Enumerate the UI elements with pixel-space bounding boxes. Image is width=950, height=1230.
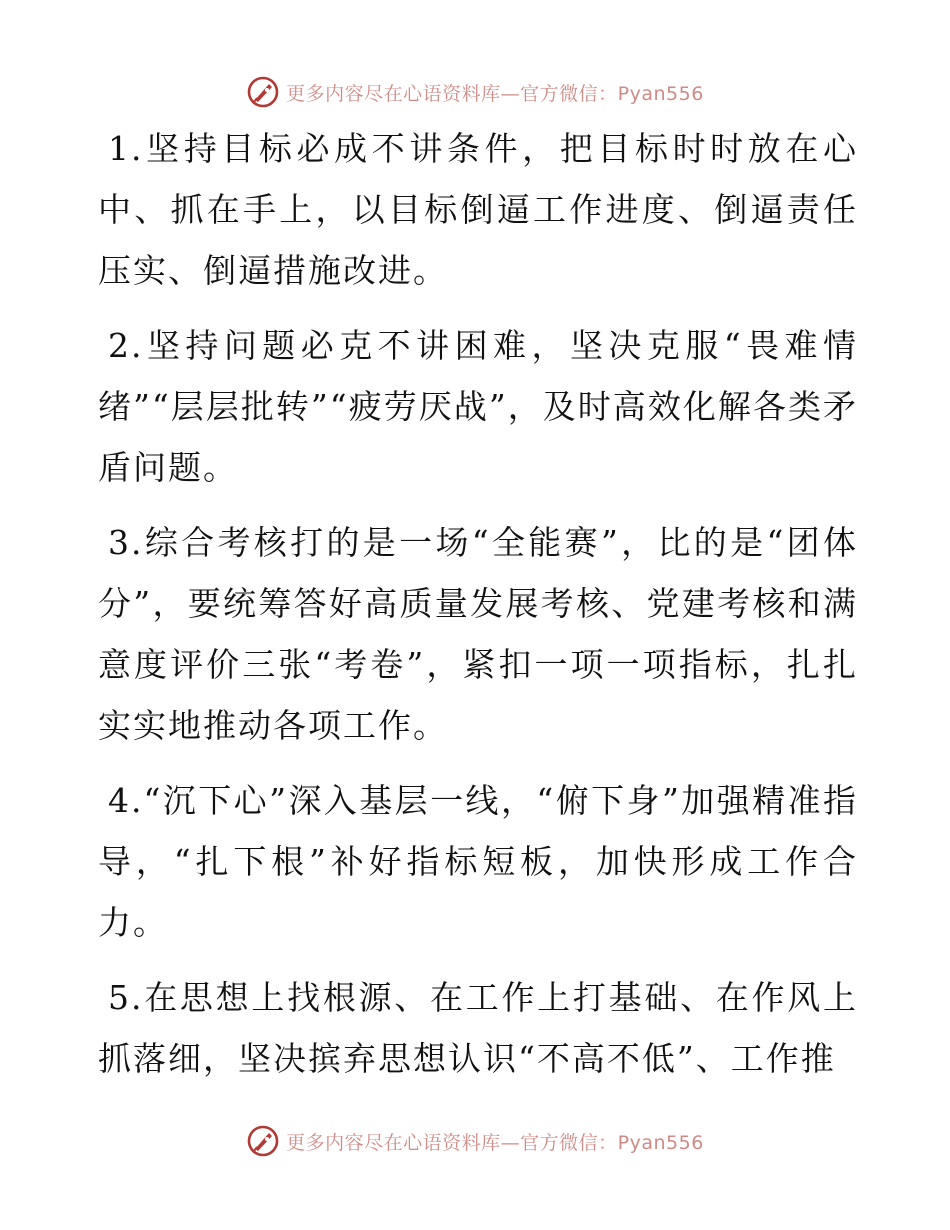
paragraph-2: 2.坚持问题必克不讲困难，坚决克服“畏难情绪”“层层批转”“疲劳厌战”，及时高效化解各类矛盾问题。 [98, 326, 858, 487]
paragraph-5: 5.在思想上找根源、在工作上打基础、在作风上抓落细，坚决摈弃思想认识“不高不低”、工作推 [98, 978, 858, 1078]
watermark-wechat-id: Pyan556 [617, 82, 704, 105]
pen-nib-seal-icon [246, 1124, 280, 1158]
watermark-text [286, 1128, 704, 1155]
header-watermark [0, 72, 950, 112]
paragraph-1: 1.坚持目标必成不讲条件，把目标时时放在心中、抓在手上，以目标倒逼工作进度、倒逼责任压实、倒逼措施改进。 [98, 129, 858, 290]
paragraph-4: 4.“沉下心”深入基层一线，“俯下身”加强精准指导，“扎下根”补好指标短板，加快形成工作合力。 [98, 781, 858, 942]
document-body [98, 118, 858, 1103]
watermark-label: 更多内容尽在心语资料库—官方微信： [286, 1131, 618, 1154]
pen-nib-seal-icon [246, 75, 280, 109]
watermark-wechat-id: Pyan556 [617, 1131, 704, 1154]
footer-watermark [0, 1121, 950, 1161]
watermark-label: 更多内容尽在心语资料库—官方微信： [286, 82, 618, 105]
watermark-text [286, 79, 704, 106]
paragraph-3: 3.综合考核打的是一场“全能赛”，比的是“团体分”，要统筹答好高质量发展考核、党建考核和满意度评价三张“考卷”，紧扣一项一项指标，扎扎实实地推动各项工作。 [98, 523, 858, 745]
